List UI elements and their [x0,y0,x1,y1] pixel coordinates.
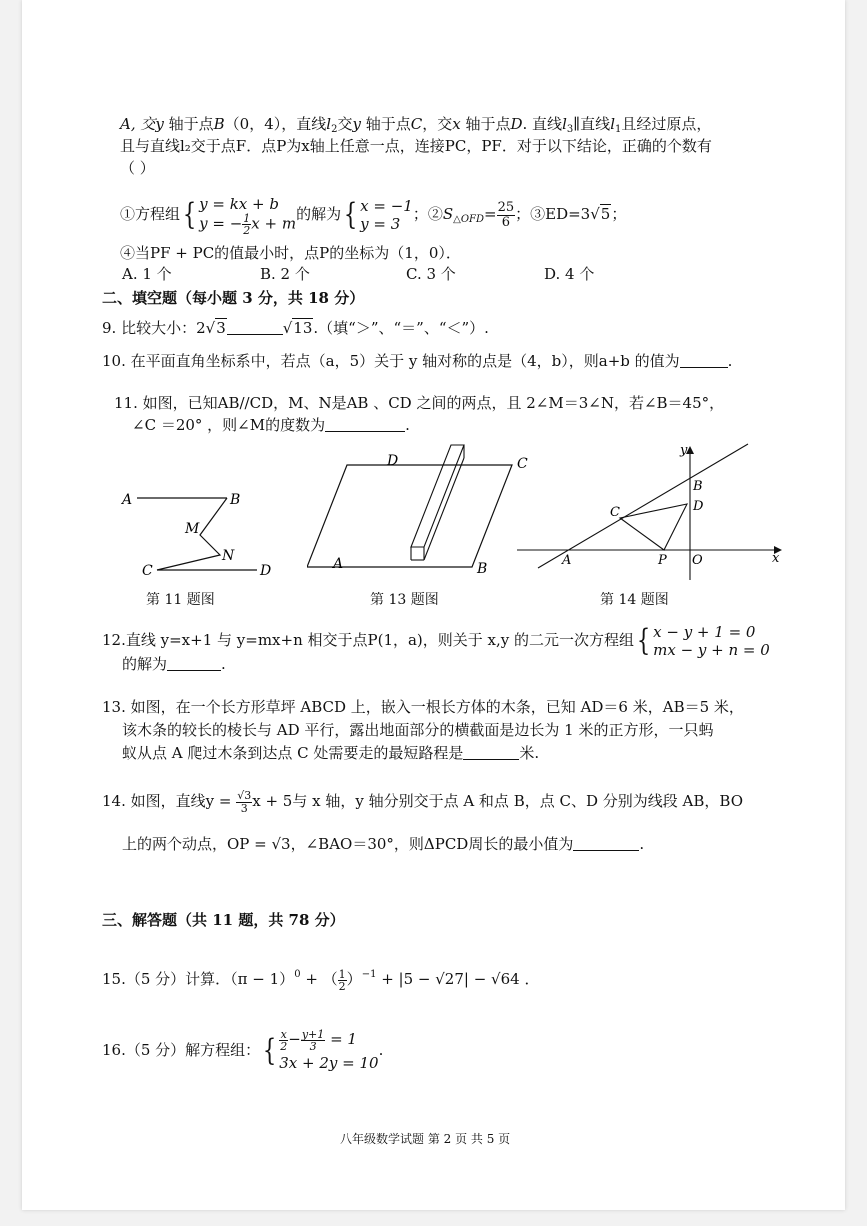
figure-14 [512,440,792,585]
figure-11 [112,480,282,585]
q15-paren: ） [346,970,362,988]
figure-13 [307,440,537,580]
q8-text: 交 [337,115,353,133]
q8-text: x [452,115,461,133]
label-n: N [222,548,235,564]
q12-blank [167,656,221,671]
label-y: y [680,443,688,458]
label-d: D [260,563,272,579]
q8-option-d: D. 4 个 [544,265,595,283]
caption-fig14: 第 14 题图 [600,592,669,608]
q8-text: C [410,115,423,133]
q8-text: D [510,115,523,133]
label-p: P [658,553,667,568]
q15-plus: + （ [300,970,338,988]
beam-edge [424,458,464,560]
q8-text: 1 [615,124,622,135]
q8-eq2b: x + m [251,214,297,232]
q8-option-b: B. 2 个 [260,265,310,283]
label-b: B [230,492,241,508]
q8-c2-eq: = [484,205,497,223]
fraction [236,790,252,815]
brace-symbol: { [343,197,358,232]
label-a: A [333,556,344,572]
frac-den: 2 [280,1039,288,1053]
q8-system [199,195,296,236]
lawn-rectangle [307,465,512,567]
frac-num: 1 [338,967,346,981]
brace-symbol: { [182,197,197,232]
label-a: A [122,492,133,508]
q12-system [653,623,770,659]
frac-num: 25 [497,199,515,215]
q11-blank [325,417,405,432]
fraction [497,201,516,230]
caption-fig11: 第 11 题图 [146,592,215,608]
q10-text: 10. 在平面直角坐标系中，若点（a，5）关于 y 轴对称的点是（4，b），则a+b 的值为 [102,352,680,370]
q9-blank [227,320,283,335]
q10 [102,351,732,371]
q11-end: . [405,416,410,434]
label-d: D [693,499,704,514]
q8-option-a: A. 1 个 [122,265,172,283]
q12-eq2: mx − y + n = 0 [653,641,770,659]
q13-end: 米. [519,744,540,762]
q12-text: 的解为 [122,655,168,673]
sqrt-sign: √ [205,319,216,337]
label-c: C [517,456,528,472]
q8-c2-s: S [442,205,454,223]
q14-text: 上的两个动点，OP = √3，∠BAO＝30°，则ΔPCD周长的最小值为 [122,835,574,853]
q8-conclusion-1-3 [120,194,627,237]
q8-option-c: C. 3 个 [406,265,456,283]
q8-text: 3 [566,124,574,135]
q8-c3-end: ； [611,205,627,223]
q8-c1-mid: 的解为 [296,205,342,223]
q16-end: . [378,1041,384,1059]
caption-fig13: 第 13 题图 [370,592,439,608]
beam-top [411,445,464,547]
sqrt-sign: √ [590,205,600,223]
q16-eq2: 3x + 2y = 10 [279,1053,379,1072]
q16-text: 16.（5 分）解方程组： [102,1041,261,1059]
triangle-pcd [620,504,687,550]
q8-text: ∥直线 [573,115,611,133]
q9-sqrt-sign: √ [282,319,293,337]
q15-text: 15.（5 分）计算．（π − 1） [102,970,295,988]
q13-blank [463,745,519,760]
page-footer: 八年级数学试题 第 2 页 共 5 页 [340,1132,511,1146]
label-o: O [692,553,703,568]
q8-eq2: y = − [199,214,243,232]
q9-sqrt1: 3 [216,319,226,337]
frac-den: 3 [240,801,248,815]
frac-den: 2 [338,979,346,993]
q10-blank [680,353,728,368]
q13-text: 蚁从点 A 爬过木条到达点 C 处需要走的最短路程是 [122,744,464,762]
label-a: A [562,553,572,568]
label-x: x [772,551,780,566]
q14-line2 [122,834,644,854]
q10-end: . [727,352,733,370]
label-b: B [477,561,488,577]
frac-den: 3 [309,1039,317,1053]
q8-sep: ；② [412,205,443,223]
q8-text: 轴于点 [360,115,411,133]
q8-text: A, 交 [120,115,156,133]
frac-num: y+1 [301,1027,325,1041]
q8-sol1: x = −1 [360,197,413,215]
label-b: B [693,479,703,494]
q13-line2: 该木条的较长的棱长与 AD 平行，露出地面部分的横截面是边长为 1 米的正方形，一只蚂 [122,721,714,739]
label-c: C [610,505,620,520]
label-m: M [185,521,200,537]
q8-text: 2 [331,124,338,135]
frac-den: 6 [501,214,510,230]
q11-line1: 11. 如图，已知AB//CD，M、N是AB 、CD 之间的两点，且 2∠M＝3∠N，若∠B＝45°， [114,394,725,412]
frac-num: x [280,1027,287,1041]
q8-c1-prefix: ①方程组 [120,205,181,223]
q12-end: . [221,655,226,673]
label-c: C [142,563,153,579]
line-ab [538,444,748,568]
frac-den: 2 [243,223,251,237]
q14-text: 14. 如图，直线y = [102,792,237,810]
q15-exp0: 0 [294,969,301,980]
q8-text: ，交 [422,115,453,133]
q11-line2 [132,415,410,435]
q14-text2: x + 5与 x 轴，y 轴分别交于点 A 和点 B，点 C、D 分别为线段 AB，BO [252,792,743,810]
q8-c2-sub: △OFD [453,214,485,225]
fraction [338,969,347,992]
q12-eq1: x − y + 1 = 0 [653,623,756,641]
q12-text: 12.直线 y=x+1 与 y=mx+n 相交于点P(1，a)，则关于 x,y 的二元一次方程组 [102,631,635,649]
exam-page [22,0,845,1210]
q8-eq1: y = kx + b [199,194,279,213]
fraction [242,213,251,236]
q8-text: 轴于点 [163,115,214,133]
q8-sol2: y = 3 [360,215,401,233]
q8-line2: 且与直线l₂交于点F．点P为x轴上任意一点，连接PC，PF．对于以下结论，正确的个数有 [120,137,712,155]
brace-symbol: { [636,623,651,658]
q14-blank [573,836,639,851]
section-3-title: 三、解答题（共 11 题，共 78 分） [102,911,345,929]
q9-text: 9. 比较大小：2 [102,319,206,337]
q12-line2 [122,654,226,674]
q14-end: . [639,835,645,853]
q8-text: l [610,115,615,133]
q8-c3: ；③ED=3 [515,205,591,223]
q9-tail: .（填“＞”、“＝”、“＜”）. [313,319,489,337]
q11-text: ∠C ＝20° ，则∠M的度数为 [132,416,326,434]
q8-text: l [562,115,567,133]
q8-text: y [352,115,361,133]
section-2-title: 二、填空题（每小题 3 分，共 18 分） [102,289,365,307]
q9 [102,318,489,338]
frac-num: 1 [243,211,251,225]
q15 [102,960,540,993]
q15-exp1: −1 [361,969,377,980]
q13-line3 [122,743,539,763]
q8-text: 轴于点 [460,115,511,133]
q16-system [279,1028,378,1074]
q8-c3-sqrt: 5 [600,205,611,223]
fraction [279,1029,288,1052]
q16-eq1-end: = 1 [330,1030,357,1049]
q8-text: B [213,115,225,133]
frac-num: √3 [237,788,252,802]
q8-text: . 直线 [522,115,563,133]
q16 [102,1026,383,1074]
q8-text: l [326,115,332,133]
q8-text: （0，4），直线 [224,115,327,133]
q8-conclusion-4: ④当PF + PC的值最小时，点P的坐标为（1，0）． [120,244,461,262]
q14-line1 [102,786,743,816]
fraction [301,1029,325,1052]
q8-solution [360,197,413,233]
q8-answer-paren: （ ） [120,159,155,177]
brace-symbol: { [263,1033,277,1068]
q13-line1: 13. 如图，在一个长方形草坪 ABCD 上，嵌入一根长方体的木条，已知 AD＝6 米，AB＝5 米， [102,698,744,716]
q9-sqrt2: 13 [293,319,313,337]
q8-text: 且经过原点， [621,115,712,133]
q16-minus: − [288,1030,301,1049]
label-d: D [387,453,399,469]
q15-tail: + |5 − √27| − √64 ． [376,970,540,988]
q8-text: y [155,115,164,133]
